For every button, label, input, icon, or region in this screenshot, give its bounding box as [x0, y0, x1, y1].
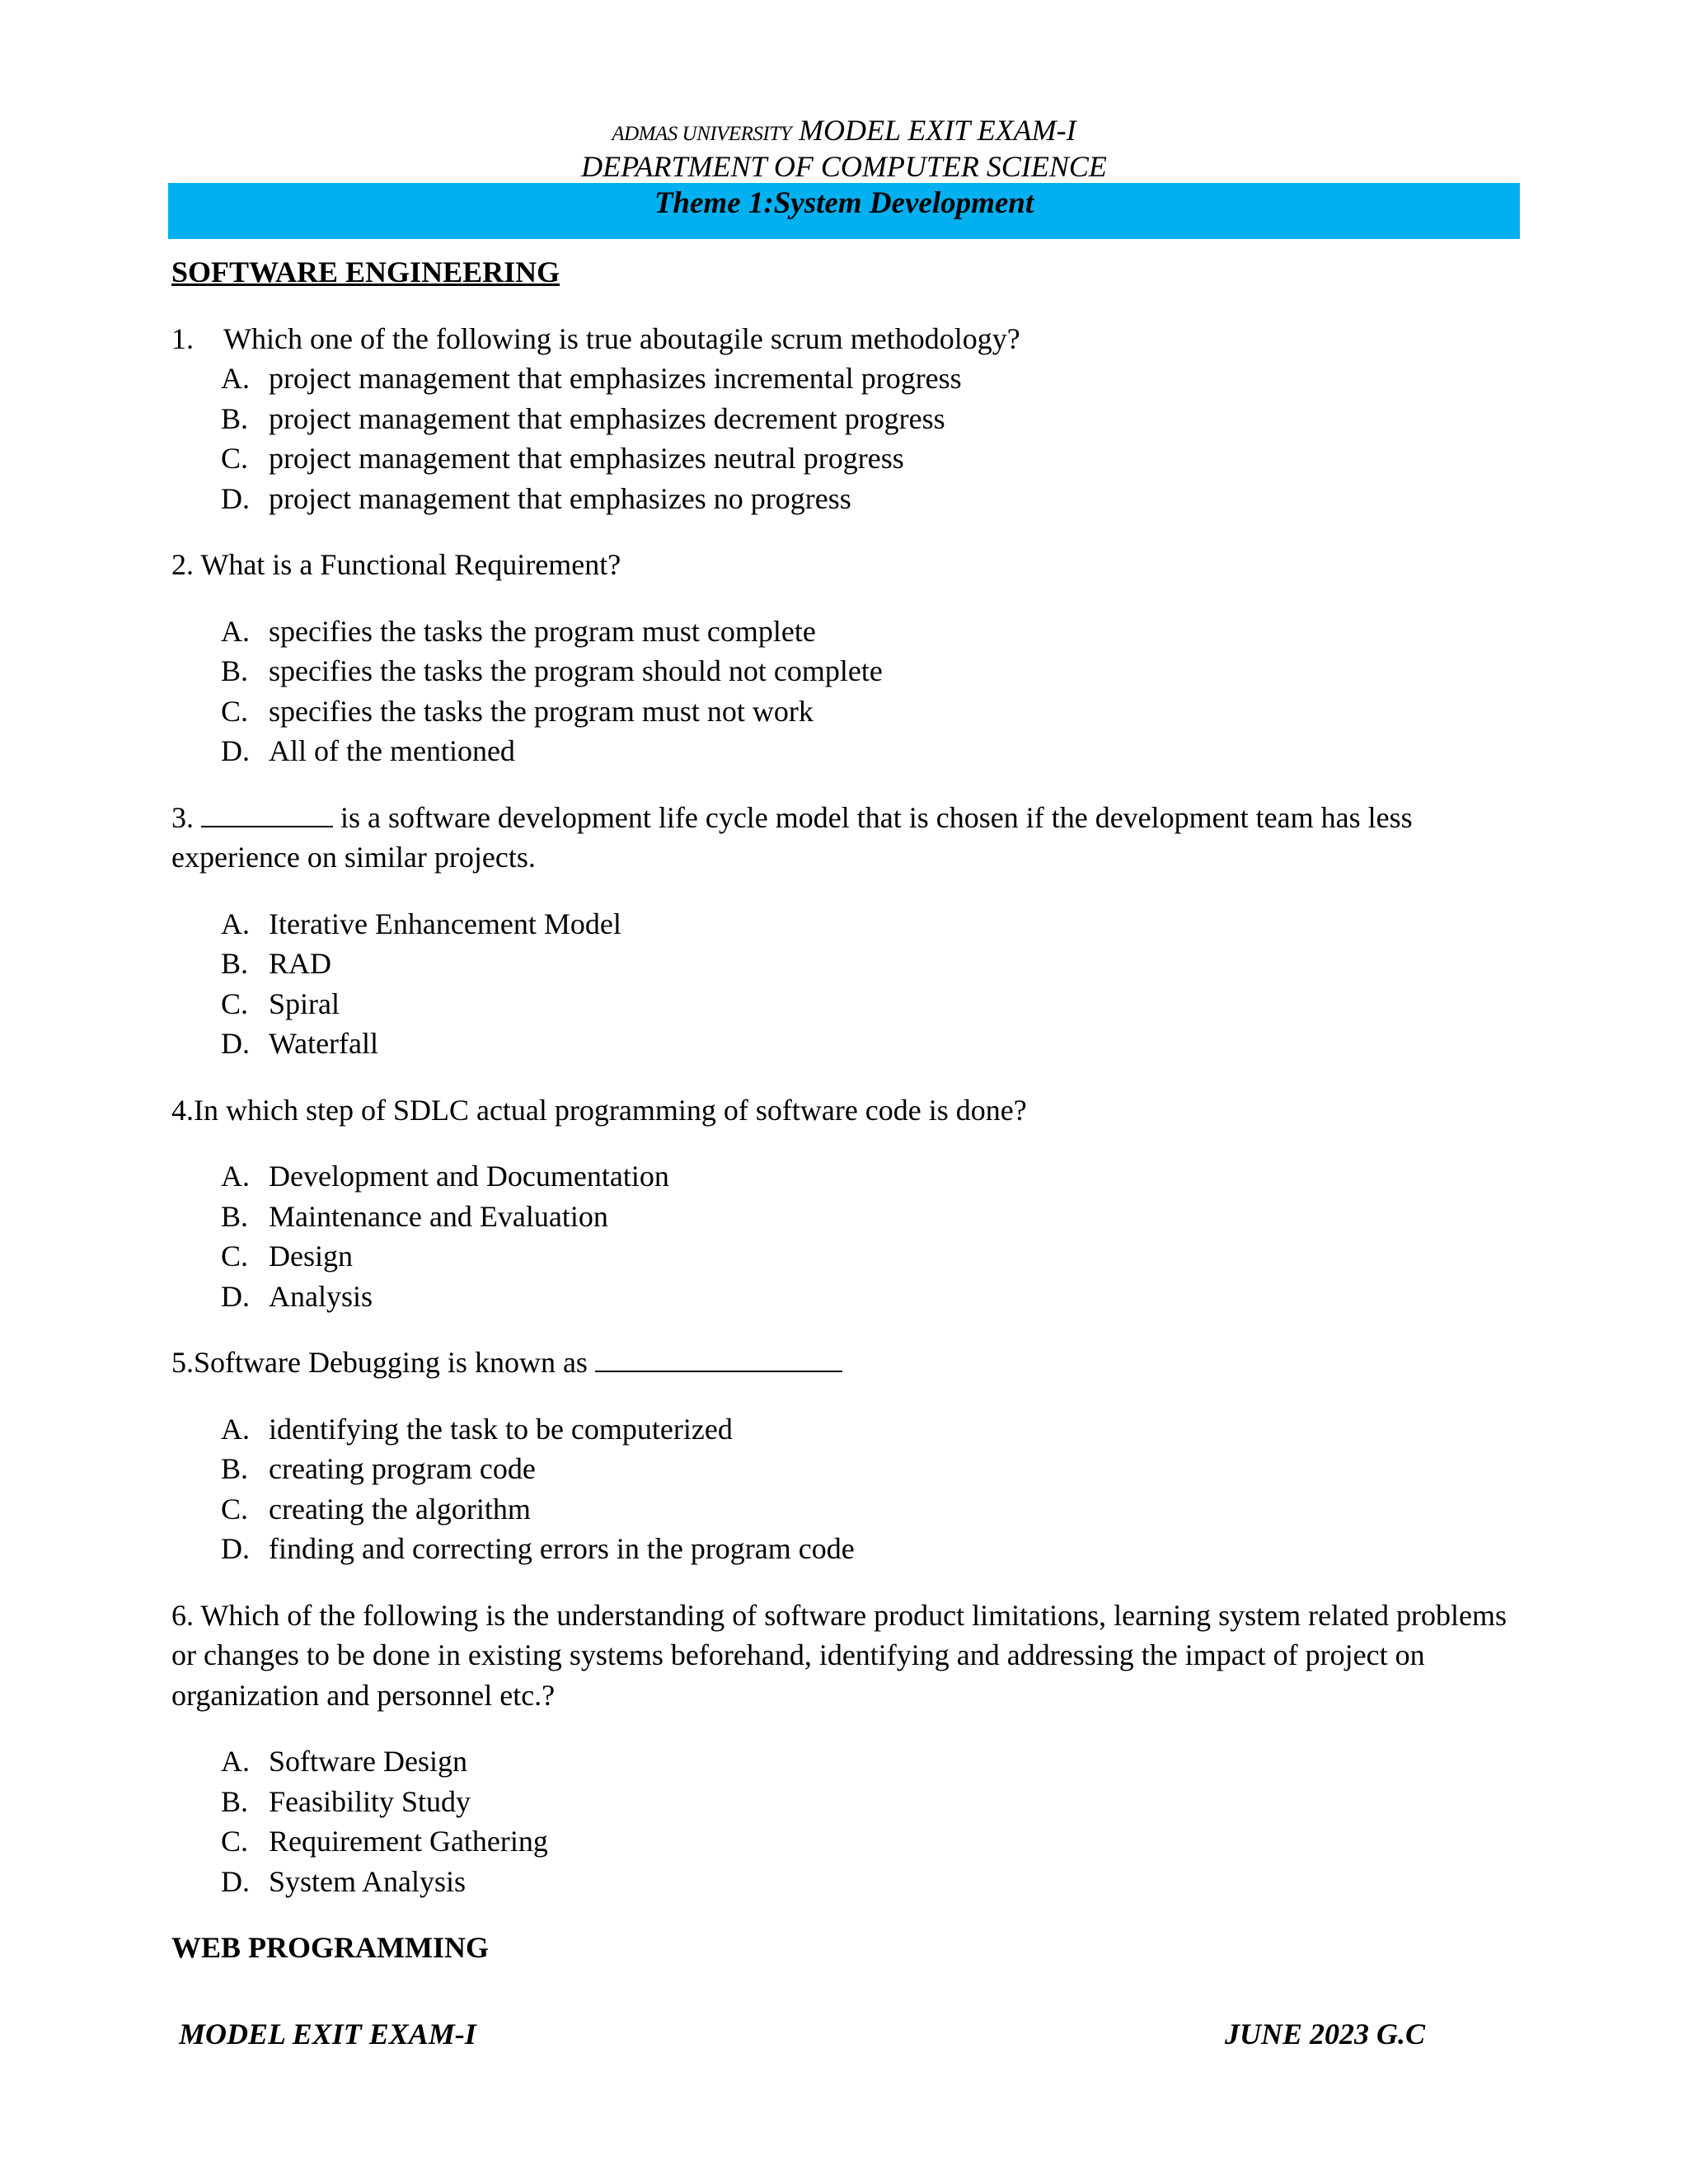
option-a: A. project management that emphasizes incremental progress: [221, 362, 962, 395]
question-text: 3. is a software development life cycle model that is chosen if the development team has less experience on similar projects.: [171, 798, 1523, 878]
option-a: A. Software Design: [221, 1745, 467, 1778]
option-list: [171, 1156, 1523, 1316]
question-text: 5.Software Debugging is known as: [171, 1343, 1523, 1383]
question-4: [171, 1090, 1523, 1317]
option-d: D. All of the mentioned: [221, 734, 515, 767]
option-c: C. creating the algorithm: [221, 1492, 531, 1526]
option-b: B. RAD: [221, 947, 332, 980]
university-name: ADMAS UNIVERSITY: [612, 123, 792, 145]
option-d: D. Analysis: [221, 1279, 373, 1313]
question-3: [171, 798, 1523, 1064]
option-c: C. Spiral: [221, 987, 340, 1020]
option-b: B. specifies the tasks the program should not complete: [221, 654, 883, 687]
option-d: D. Waterfall: [221, 1027, 379, 1060]
option-d: D. finding and correcting errors in the program code: [221, 1532, 855, 1565]
question-text: 4.In which step of SDLC actual programming of software code is done?: [171, 1093, 1027, 1127]
option-a: A. Iterative Enhancement Model: [221, 907, 621, 940]
option-b: B. project management that emphasizes decrement progress: [221, 401, 945, 435]
option-c: C. Requirement Gathering: [221, 1825, 548, 1858]
footer-date: JUNE 2023 G.C: [1225, 2018, 1426, 2050]
section-title-software-engineering: SOFTWARE ENGINEERING: [171, 255, 560, 288]
exam-content: [171, 252, 1523, 1968]
exam-title: MODEL EXIT EXAM-I: [799, 114, 1076, 147]
department-title: DEPARTMENT OF COMPUTER SCIENCE: [581, 150, 1107, 183]
header-line-1: [0, 112, 1688, 152]
theme-title: Theme 1:System Development: [654, 186, 1034, 220]
option-a: A. specifies the tasks the program must complete: [221, 614, 816, 648]
question-text: 6. Which of the following is the understanding of software product limitations, learning system related problems or changes to be done in existing systems beforehand, identifying and addressing the impact of project on organization and personnel etc.?: [171, 1598, 1507, 1712]
option-list: [171, 612, 1523, 771]
option-list: [171, 1741, 1523, 1901]
answer-blank: [201, 798, 333, 827]
section-title-web-programming: WEB PROGRAMMING: [171, 1931, 489, 1964]
question-5: [171, 1343, 1523, 1569]
question-number: 1.: [171, 321, 194, 355]
question-1: [171, 319, 1523, 519]
question-text: 1. Which one of the following is true aboutagile scrum methodology?: [171, 321, 1020, 355]
option-d: D. System Analysis: [221, 1864, 467, 1898]
question-2: [171, 545, 1523, 771]
option-a: A. Development and Documentation: [221, 1160, 669, 1193]
option-list: [171, 1409, 1523, 1569]
option-b: B. Feasibility Study: [221, 1784, 471, 1818]
footer-exam-title: MODEL EXIT EXAM-I: [179, 2018, 476, 2050]
answer-blank: [595, 1343, 842, 1372]
option-b: B. creating program code: [221, 1452, 536, 1485]
option-c: C. specifies the tasks the program must not work: [221, 694, 814, 728]
option-b: B. Maintenance and Evaluation: [221, 1199, 608, 1233]
option-d: D. project management that emphasizes no progress: [221, 481, 851, 515]
option-c: C. project management that emphasizes neutral progress: [221, 442, 904, 475]
question-6: [171, 1596, 1523, 1902]
option-list: [171, 359, 1523, 518]
question-text: 2. What is a Functional Requirement?: [171, 548, 621, 581]
option-list: [171, 904, 1523, 1064]
option-a: A. identifying the task to be computerized: [221, 1412, 733, 1446]
option-c: C. Design: [221, 1240, 353, 1272]
